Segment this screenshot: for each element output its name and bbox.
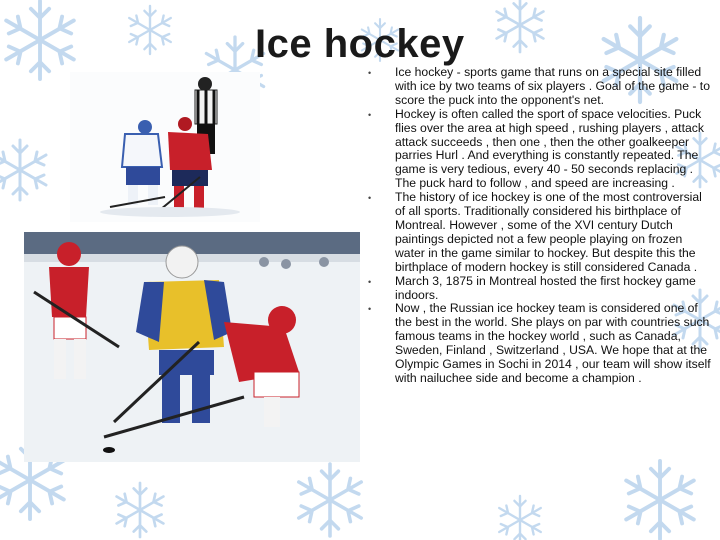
bullet-dot: • (368, 276, 372, 287)
bullet-item (364, 108, 712, 191)
hockey-photo-action (24, 232, 360, 462)
bullet-text: Hockey is often called the sport of space velocities. Puck flies over the area at high speed , rushing players , attack attack succeeds , then one , then the other goalkeeper parries Hurl . And everything is constantly repeated. The game is very tedious, every 40 - 50 seconds replacing . The puck hard to follow , and speed are increasing . (395, 106, 704, 191)
bullet-dot: • (368, 193, 372, 204)
slide-title: Ice hockey (255, 22, 465, 66)
bullet-dot: • (368, 68, 372, 78)
bullet-dot: • (368, 109, 372, 120)
bullet-text: Now , the Russian ice hockey team is considered one of the best in the world. She plays on par with countries such famous teams in the hockey world , such as Canada, Sweden, Finland , Switzerland , USA. We hope that at the Olympic Games in Sochi in 2014 , our team will show itself with nailuchee side and become a champion . (395, 301, 711, 385)
bullet-text: March 3, 1875 in Montreal hosted the first hockey game indoors. (395, 273, 696, 302)
bullet-item (364, 275, 712, 303)
bullet-list (364, 66, 712, 506)
bullet-dot: • (368, 304, 372, 315)
bullet-item (364, 191, 712, 274)
bullet-item (364, 66, 712, 108)
bullet-text: The history of ice hockey is one of the most controversial of all sports. Traditionally considered his birthplace of Montreal. However , some of the XVI century Dutch paintings depicted not a few people playing on frozen water in the game similar to hockey. But despite this the birthplace of modern hockey is still considered Canada . (395, 190, 702, 274)
bullet-text: Ice hockey - sports game that runs on a special site filled with ice by two teams of six players . Goal of the game - to score the puck into the opponent's net. (395, 65, 710, 107)
bullet-item (364, 302, 712, 385)
hockey-photo-referee (70, 72, 260, 222)
